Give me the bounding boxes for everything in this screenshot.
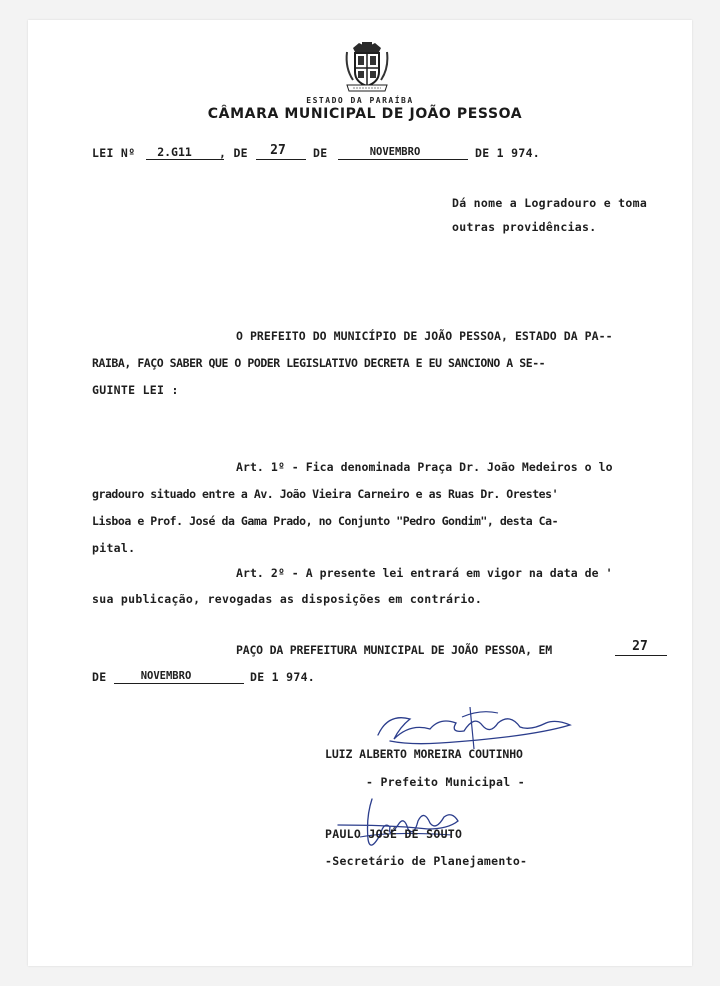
art2-line-2: sua publicação, revogadas as disposições em contrário. [92, 592, 483, 606]
law-number-underline [146, 159, 224, 160]
law-de1: , DE [219, 146, 248, 160]
law-number: 2.G11 [157, 145, 192, 159]
closing-month: NOVEMBRO [140, 670, 192, 682]
summary-line-2: outras providências. [452, 220, 597, 234]
art1-line-2: gradouro situado entre a Av. João Vieira Carneiro e as Ruas Dr. Orestes' [92, 487, 559, 501]
law-year: DE 1 974. [475, 146, 541, 160]
preamble-line-2: RAIBA, FAÇO SABER QUE O PODER LEGISLATIVO DECRETA E EU SANCIONO A SE-- [92, 356, 546, 370]
art1-line-4: pital. [92, 541, 136, 555]
mayor-title: - Prefeito Municipal - [366, 775, 525, 789]
law-day: 27 [270, 143, 286, 158]
closing-month-underline [114, 683, 244, 684]
law-day-underline [256, 159, 306, 160]
summary-line-1: Dá nome a Logradouro e toma [452, 196, 648, 210]
mayor-name: LUIZ ALBERTO MOREIRA COUTINHO [325, 747, 523, 761]
closing-day: 27 [632, 639, 648, 654]
state-header: ESTADO DA PARAÍBA [306, 96, 414, 105]
secretary-title: -Secretário de Planejamento- [325, 854, 528, 868]
law-de2: DE [313, 146, 328, 160]
law-month-underline [338, 159, 468, 160]
preamble-line-1: O PREFEITO DO MUNICÍPIO DE JOÃO PESSOA, ESTADO DA PA-- [236, 329, 613, 343]
art2-line-1: Art. 2º - A presente lei entrará em vigor na data de ' [236, 566, 613, 580]
coat-of-arms-icon [343, 40, 391, 92]
chamber-header: CÂMARA MUNICIPAL DE JOÃO PESSOA [207, 106, 523, 122]
preamble-line-3: GUINTE LEI : [92, 383, 179, 397]
closing-de: DE [92, 670, 107, 684]
law-month: NOVEMBRO [369, 146, 421, 158]
secretary-name: PAULO JOSÉ DE SOUTO [325, 827, 463, 841]
closing-day-underline [615, 655, 667, 656]
closing-year: DE 1 974. [250, 670, 316, 684]
closing-line-1: PAÇO DA PREFEITURA MUNICIPAL DE JOÃO PESSOA, EM [236, 643, 553, 657]
art1-line-3: Lisboa e Prof. José da Gama Prado, no Conjunto "Pedro Gondim", desta Ca- [92, 514, 559, 528]
law-prefix: LEI Nº [92, 146, 136, 160]
art1-line-1: Art. 1º - Fica denominada Praça Dr. João Medeiros o lo [236, 460, 613, 474]
